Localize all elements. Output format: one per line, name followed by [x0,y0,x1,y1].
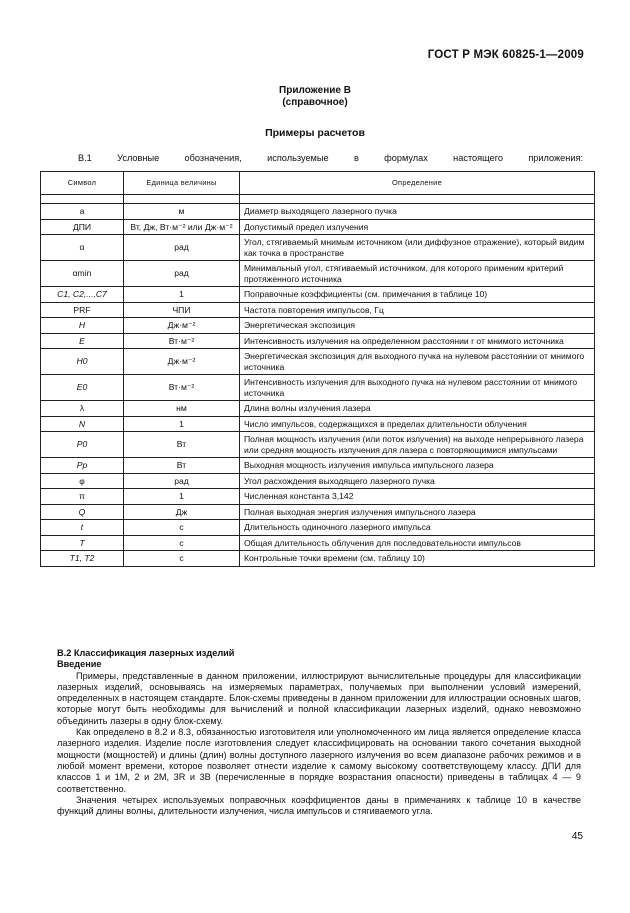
table-row [41,219,595,235]
section-b2-subheading: Введение [57,659,102,670]
section-b2-heading: В.2 Классификация лазерных изделий [57,648,235,658]
cell-unit: Дж·м⁻² [124,349,240,375]
cell-symbol: Pp [41,458,124,474]
table-row [41,287,595,303]
cell-unit: Дж [124,504,240,520]
table-row [41,204,595,220]
cell-unit: с [124,520,240,536]
appendix-title: Приложение В [279,85,351,96]
cell-unit: с [124,551,240,567]
table-row [41,302,595,318]
cell-symbol: H0 [41,349,124,375]
cell-unit: рад [124,473,240,489]
cell-definition: Энергетическая экспозиция [240,318,595,334]
header-unit: Единица величины [124,172,240,195]
cell-symbol: E [41,333,124,349]
cell-definition: Длина волны излучения лазера [240,401,595,417]
table-row [41,318,595,334]
cell-unit: Вт [124,458,240,474]
cell-unit: Вт·м⁻² [124,375,240,401]
paragraph: Примеры, представленные в данном приложении, иллюстрируют вычислительные процедуры для классификации лазерных изделий, основываясь на измеряемых параметрах, получаемых при выполнении условий измерений, определенных в настоящем стандарте. Блок-схемы приведены в данном приложении для иллюстрации основных шагов, которые могут быть необходимы для вычислений и полной классификации лазерных изделий, однако невозможно объединить лазеры в одну блок-схему. [57,670,581,726]
table-row [41,504,595,520]
cell-unit: ЧПИ [124,302,240,318]
header-symbol: Символ [41,172,124,195]
cell-definition: Общая длительность облучения для последовательности импульсов [240,535,595,551]
cell-unit: рад [124,235,240,261]
table-row [41,349,595,375]
table-row [41,535,595,551]
symbols-table [40,171,595,567]
cell-unit: Вт, Дж, Вт·м⁻² или Дж·м⁻² [124,219,240,235]
cell-symbol: t [41,520,124,536]
cell-symbol: T [41,535,124,551]
cell-symbol: E0 [41,375,124,401]
cell-symbol: a [41,204,124,220]
cell-symbol: P0 [41,432,124,458]
cell-unit: 1 [124,287,240,303]
appendix-subtitle: (справочное) [282,97,348,108]
intro-text: В.1 Условные обозначения, используемые в формулах настоящего приложения: [78,153,583,163]
table-row [41,401,595,417]
table-row [41,235,595,261]
table-row [41,261,595,287]
table-body [41,195,595,567]
cell-symbol: N [41,416,124,432]
cell-symbol: λ [41,401,124,417]
cell-unit: с [124,535,240,551]
table-header-row [41,172,595,195]
paragraph: Значения четырех используемых поправочных коэффициентов даны в примечаниях к таблице 10 в качестве функций длины волны, длительности излучения, числа импульсов и стягиваемого угла. [57,794,581,817]
cell-definition: Частота повторения импульсов, Гц [240,302,595,318]
page-number: 45 [571,831,583,842]
cell-symbol: Q [41,504,124,520]
cell-symbol: ДПИ [41,219,124,235]
cell-definition: Диаметр выходящего лазерного пучка [240,204,595,220]
cell-definition: Минимальный угол, стягиваемый источником, для которого применим критерий протяженного источника [240,261,595,287]
cell-definition: Интенсивность излучения для выходного пучка на нулевом расстоянии от мнимого источника [240,375,595,401]
cell-definition: Угол расхождения выходящего лазерного пучка [240,473,595,489]
cell-symbol: α [41,235,124,261]
table-row [41,432,595,458]
cell-definition: Контрольные точки времени (см. таблицу 10) [240,551,595,567]
cell-definition: Энергетическая экспозиция для выходного пучка на нулевом расстоянии от мнимого источника [240,349,595,375]
cell-definition: Полная мощность излучения (или поток излучения) на выходе непрерывного лазера или средняя мощность излучения для лазера с повторяющимися импульсами [240,432,595,458]
cell-unit: 1 [124,489,240,505]
cell-symbol: T1, T2 [41,551,124,567]
cell-definition: Угол, стягиваемый мнимым источником (или диффузное отражение), который видим как точка в пространстве [240,235,595,261]
table-row [41,458,595,474]
cell-definition: Интенсивность излучения на определенном расстоянии r от мнимого источника [240,333,595,349]
document-code: ГОСТ Р МЭК 60825-1—2009 [427,49,584,61]
cell-definition: Допустимый предел излучения [240,219,595,235]
cell-unit: Дж·м⁻² [124,318,240,334]
table-row [41,489,595,505]
cell-symbol: π [41,489,124,505]
cell-definition: Полная выходная энергия излучения импульсного лазера [240,504,595,520]
cell-definition: Число импульсов, содержащихся в пределах длительности облучения [240,416,595,432]
table-row [41,551,595,567]
cell-definition: Численная константа 3,142 [240,489,595,505]
cell-symbol: αmin [41,261,124,287]
table-row [41,416,595,432]
cell-unit: рад [124,261,240,287]
cell-unit: Вт·м⁻² [124,333,240,349]
cell-unit: м [124,204,240,220]
cell-definition: Длительность одиночного лазерного импульса [240,520,595,536]
section-title: Примеры расчетов [265,127,365,139]
header-definition: Определение [240,172,595,195]
cell-unit: Вт [124,432,240,458]
table-row [41,473,595,489]
section-b2 [57,648,581,817]
table-row [41,333,595,349]
table-row [41,375,595,401]
table-spacer-row [41,195,595,204]
cell-unit: нм [124,401,240,417]
cell-definition: Выходная мощность излучения импульса импульсного лазера [240,458,595,474]
table-row [41,520,595,536]
appendix-heading [0,85,630,109]
cell-unit: 1 [124,416,240,432]
cell-symbol: H [41,318,124,334]
cell-definition: Поправочные коэффициенты (см. примечания в таблице 10) [240,287,595,303]
cell-symbol: C1, C2,...,C7 [41,287,124,303]
cell-symbol: PRF [41,302,124,318]
paragraph: Как определено в 8.2 и 8.3, обязанностью изготовителя или уполномоченного им лица является определение класса лазерного изделия. Изделие после изготовления следует классифицировать на основании такого сочетания выходной мощности (мощностей) и длины (длин) волны доступного лазерного излучения во всем диапазоне рабочих режимов и в любой момент времени, которое позволяет отнести изделие к самому высокому соответствующему классу. ДПИ для классов 1 и 1М, 2 и 2М, 3R и 3В (перечисленные в порядке возрастания опасности) приведены в таблицах 4 — 9 соответственно. [57,727,581,794]
cell-symbol: φ [41,473,124,489]
